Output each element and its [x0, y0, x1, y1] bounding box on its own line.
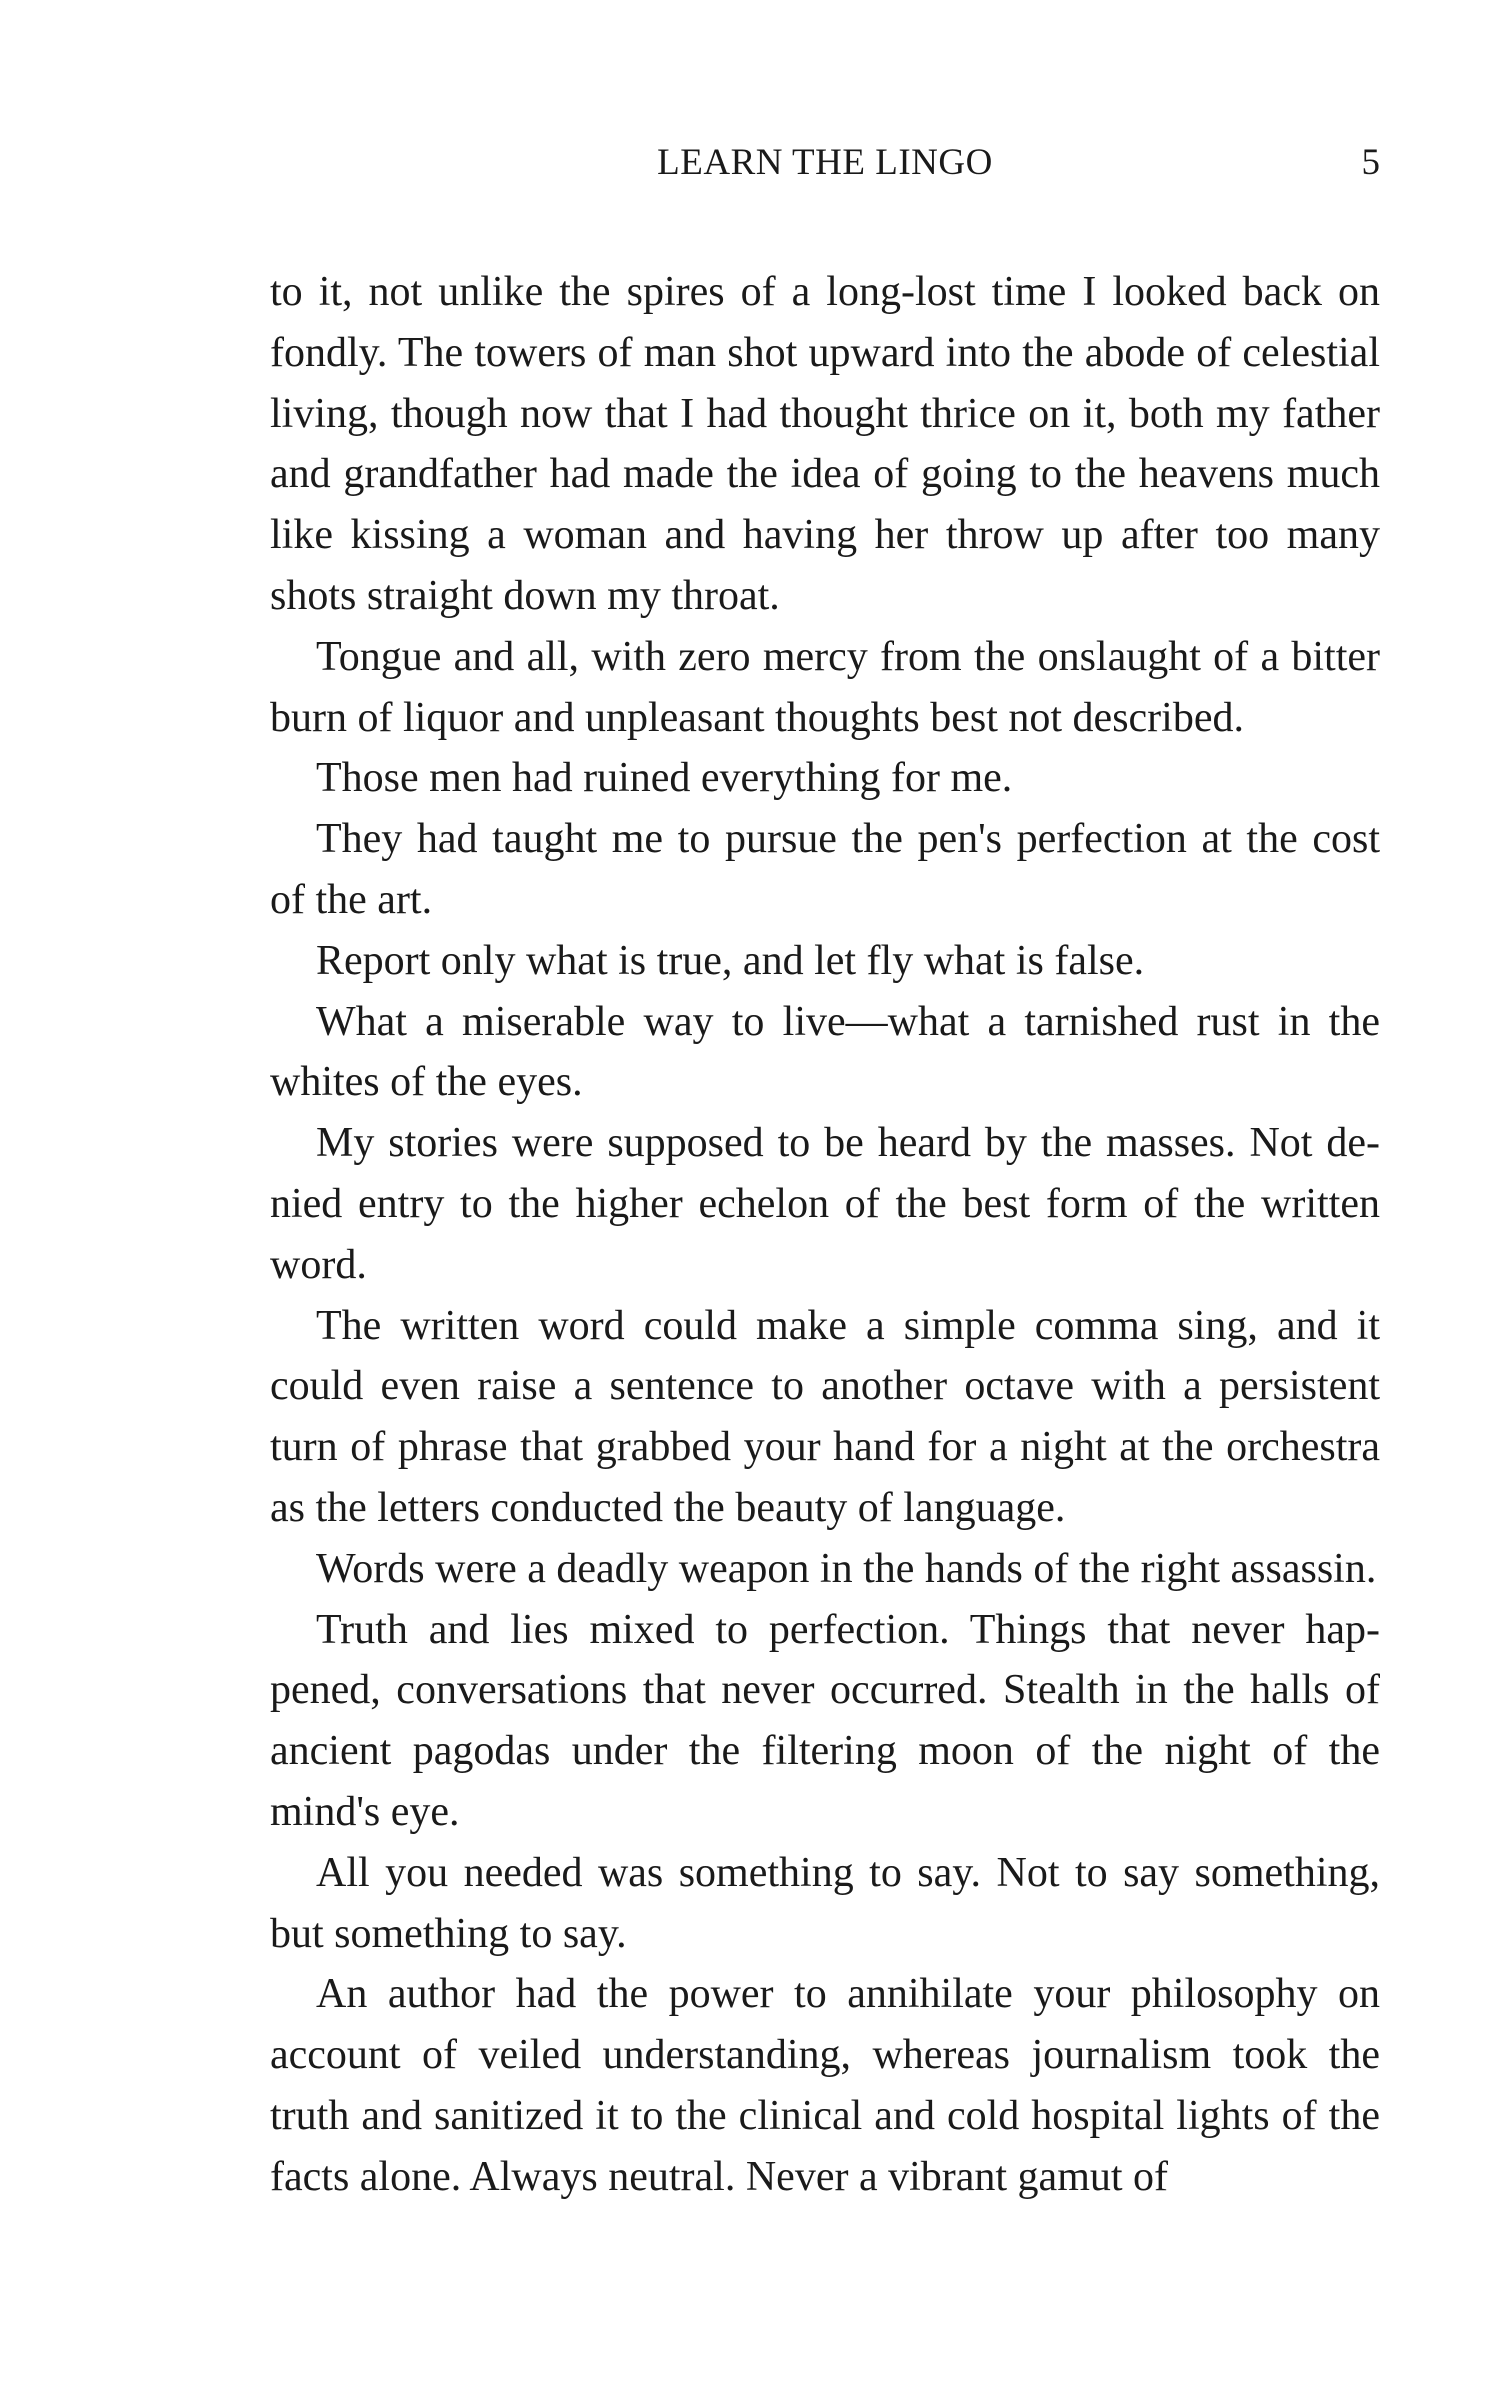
- paragraph: All you needed was something to say. Not to say something, but something to say.: [270, 1849, 1380, 1957]
- body-text: [270, 262, 1380, 2208]
- running-title: LEARN THE LINGO: [657, 142, 993, 183]
- paragraph: Those men had ruined everything for me.: [316, 755, 1013, 802]
- page-number: 5: [1361, 142, 1380, 183]
- running-header: [270, 138, 1380, 188]
- paragraph: Report only what is true, and let fly what is false.: [316, 937, 1145, 984]
- paragraph: Words were a deadly weapon in the hands of the right assassin.: [316, 1545, 1377, 1592]
- paragraph: Truth and lies mixed to perfection. Things that never happened, conversations that never occurred. Stealth in the halls of ancient pagodas under the filtering moon of the night of the mind's eye.: [270, 1606, 1380, 1835]
- paragraph: Tongue and all, with zero mercy from the onslaught of a bitter burn of liquor and unpleasant thoughts best not described.: [270, 633, 1380, 741]
- paragraph: An author had the power to annihilate your philosophy on account of veiled understanding, whereas journalism took the truth and sanitized it to the clinical and cold hospital lights of the facts alone. Always neutral. Never a vibrant gamut of: [270, 1971, 1380, 2200]
- paragraph: My stories were supposed to be heard by the masses. Not denied entry to the higher echelon of the best form of the written word.: [270, 1120, 1380, 1288]
- paragraph: They had taught me to pursue the pen's perfection at the cost of the art.: [270, 816, 1380, 923]
- paragraph: The written word could make a simple comma sing, and it could even raise a sentence to another octave with a persistent turn of phrase that grabbed your hand for a night at the orchestra as the letters conducted the beauty of language.: [270, 1302, 1380, 1531]
- paragraph: What a miserable way to live—what a tarnished rust in the whites of the eyes.: [270, 998, 1380, 1106]
- paragraph: to it, not unlike the spires of a long-lost time I looked back on fondly. The towers of man shot upward into the abode of celestial living, though now that I had thought thrice on it, both my father and grandfather had made the idea of going to the heavens much like kissing a woman and having her throw up after too many shots straight down my throat.: [270, 269, 1380, 619]
